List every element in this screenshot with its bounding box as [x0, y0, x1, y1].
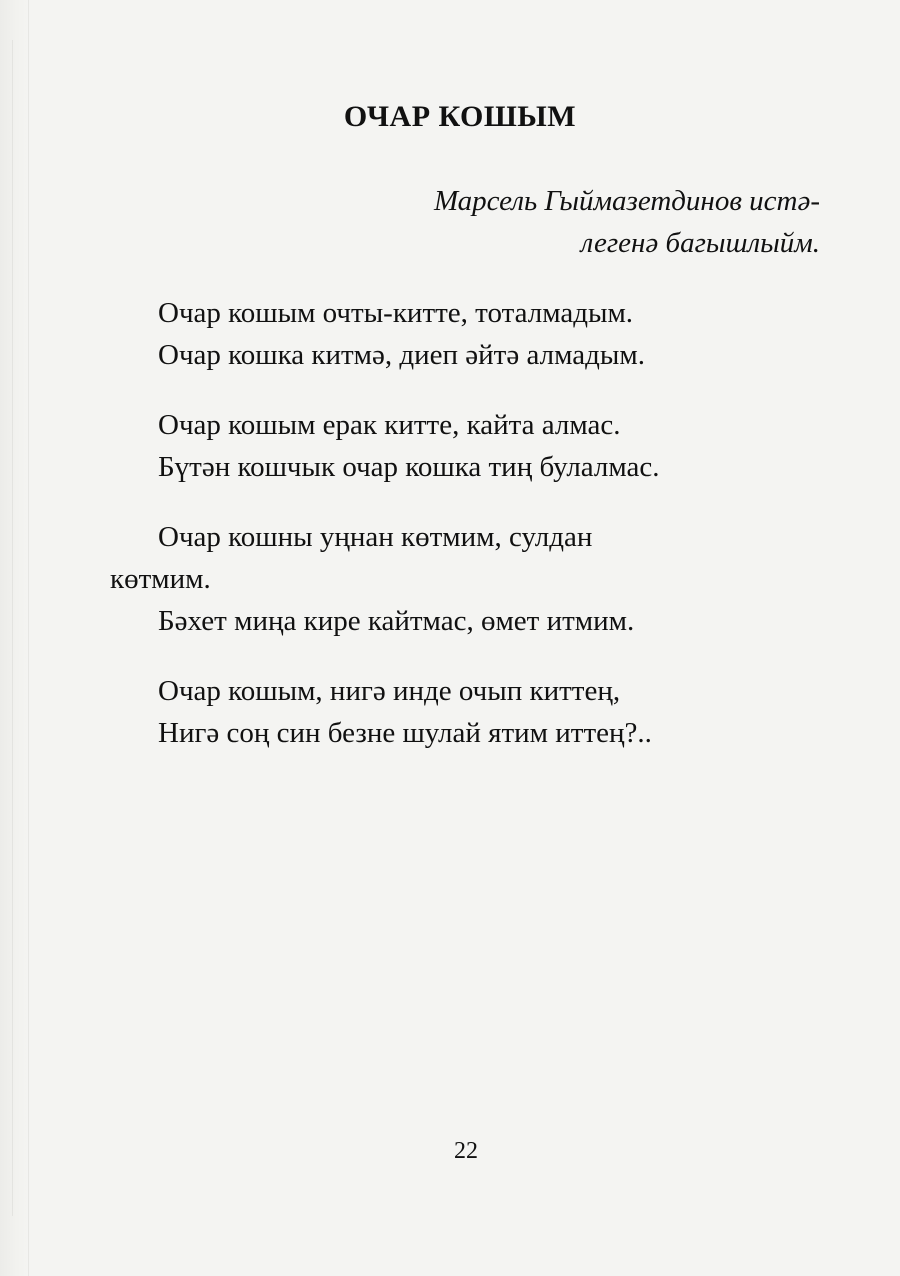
page-left-edge [0, 0, 29, 1276]
page-binding-line [12, 40, 13, 1216]
dedication-line-1: Марсель Гыймазетдинов истә- [433, 185, 820, 217]
poem-dedication [300, 180, 820, 264]
dedication-line-2: легенә багышлыйм. [580, 227, 820, 259]
poem-line: Очар кошка китмә, диеп әйтә алмадым. [158, 339, 645, 371]
poem-title: ОЧАР КОШЫМ [343, 100, 577, 133]
poem-line: Очар кошны уңнан көтмим, сулдан [158, 521, 593, 553]
poem-line-continuation: көтмим. [110, 563, 211, 595]
poem-line: Бәхет миңа кире кайтмас, өмет итмим. [158, 605, 635, 637]
page-number: 22 [454, 1138, 478, 1164]
stanza-3 [110, 516, 830, 642]
poem-line: Нигә соң син безне шулай ятим иттең?.. [158, 717, 652, 749]
poem-body [110, 292, 830, 782]
poem-line: Очар кошым, нигә инде очып киттең, [158, 675, 621, 707]
stanza-1 [110, 292, 830, 376]
poem-line: Очар кошым ерак китте, кайта алмас. [158, 409, 621, 441]
stanza-4 [110, 670, 830, 754]
poem-line: Бүтән кошчык очар кошка тиң булалмас. [158, 451, 660, 483]
stanza-2 [110, 404, 830, 488]
poem-line: Очар кошым очты-китте, тоталмадым. [158, 297, 634, 329]
